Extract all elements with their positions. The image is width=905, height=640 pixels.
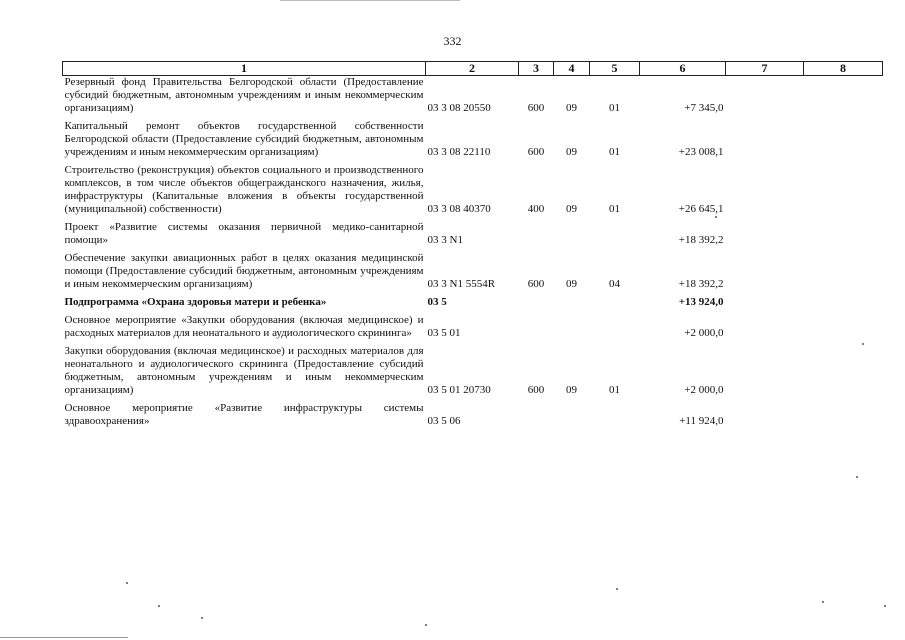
row-name: Подпрограмма «Охрана здоровья матери и ребенка» [64,296,327,308]
row-col-5: 01 [609,203,620,215]
row-name: Основное мероприятие «Развитие инфраструктуры системы здравоохранения» [64,402,424,427]
table-row [63,402,883,433]
scan-speck [715,216,717,218]
row-col-4: 09 [566,278,577,290]
row-col-5: 01 [609,384,620,396]
row-col-8 [804,120,883,164]
scan-edge-line [280,0,460,1]
scan-edge-line [0,637,128,638]
row-col-8 [804,76,883,121]
row-col-3 [519,296,554,314]
row-col-7 [726,76,804,121]
row-sum: +18 392,2 [678,278,724,290]
row-sum: +11 924,0 [679,415,724,427]
row-col-7 [726,402,804,433]
row-col-5: 04 [609,278,620,290]
row-col-4 [554,402,590,433]
row-col-3: 600 [527,102,545,114]
scan-speck [201,617,203,619]
scan-speck [425,624,427,626]
budget-table [62,61,883,433]
row-col-3 [519,314,554,345]
row-code: 03 3 N1 5554R [427,278,496,290]
row-code: 03 5 [427,296,447,308]
row-sum: +23 008,1 [678,146,724,158]
scan-speck [126,582,128,584]
row-sum: +13 924,0 [678,296,724,308]
row-col-7 [726,314,804,345]
row-code: 03 3 08 20550 [427,102,491,114]
row-code: 03 3 N1 [427,234,463,246]
scan-speck [822,601,824,603]
header-col-1: 1 [63,62,426,76]
row-col-7 [726,164,804,221]
row-col-3: 600 [527,384,545,396]
row-col-4: 09 [566,146,577,158]
row-col-4 [554,221,590,252]
header-col-4: 4 [554,62,590,76]
row-sum: +26 645,1 [678,203,724,215]
row-col-4 [554,314,590,345]
scan-speck [158,605,160,607]
header-col-6: 6 [640,62,726,76]
row-col-4 [554,296,590,314]
page-number: 332 [443,34,462,48]
header-row [63,62,883,76]
row-col-8 [804,221,883,252]
row-col-5 [590,221,640,252]
row-code: 03 5 01 20730 [427,384,491,396]
row-code: 03 3 08 40370 [427,203,491,215]
header-col-2: 2 [426,62,519,76]
row-col-5 [590,296,640,314]
row-col-5 [590,402,640,433]
row-col-5 [590,314,640,345]
table-row [63,164,883,221]
row-col-8 [804,314,883,345]
scan-speck [884,605,886,607]
row-code: 03 5 01 [427,327,461,339]
row-col-8 [804,252,883,296]
row-col-7 [726,345,804,402]
header-col-7: 7 [726,62,804,76]
table-row [63,76,883,121]
scan-speck [856,476,858,478]
table-row [63,252,883,296]
row-col-7 [726,120,804,164]
row-col-7 [726,252,804,296]
row-name: Закупки оборудования (включая медицинское) и расходных материалов для неонатального и аудиологического скрининга (Предоставление субсидий бюджетным, автономным учреждениям и иным некоммерческим организациям) [64,345,424,396]
row-col-4: 09 [566,203,577,215]
header-col-3: 3 [519,62,554,76]
row-sum: +18 392,2 [678,234,724,246]
row-col-4: 09 [566,102,577,114]
row-col-5: 01 [609,146,620,158]
row-col-3 [519,402,554,433]
row-col-8 [804,345,883,402]
row-sum: +2 000,0 [684,384,724,396]
row-col-8 [804,296,883,314]
row-name: Капитальный ремонт объектов государственной собственности Белгородской области (Предоставление субсидий бюджетным, автономным учреждениям и иным некоммерческим организациям) [64,120,424,158]
row-col-7 [726,296,804,314]
row-col-7 [726,221,804,252]
row-col-5: 01 [609,102,620,114]
row-name: Строительство (реконструкция) объектов социального и производственного комплексов, в том числе объектов общегражданского назначения, жилья, инфраструктуры (Капитальные вложения в объекты государственной (муниципальной) собственности) [64,164,424,215]
table-row [63,296,883,314]
table-row [63,221,883,252]
row-col-3: 400 [527,203,545,215]
row-col-3: 600 [527,278,545,290]
row-col-8 [804,164,883,221]
row-col-3: 600 [527,146,545,158]
header-col-8: 8 [804,62,883,76]
row-sum: +7 345,0 [684,102,724,114]
scan-speck [616,588,618,590]
row-sum: +2 000,0 [684,327,724,339]
row-name: Основное мероприятие «Закупки оборудования (включая медицинское) и расходных материалов для неонатального и аудиологического скрининга» [64,314,424,339]
scan-speck [862,343,864,345]
table-row [63,345,883,402]
row-code: 03 3 08 22110 [427,146,491,158]
header-col-5: 5 [590,62,640,76]
row-code: 03 5 06 [427,415,461,427]
table-row [63,120,883,164]
row-col-4: 09 [566,384,577,396]
table-row [63,314,883,345]
row-col-8 [804,402,883,433]
row-name: Резервный фонд Правительства Белгородской области (Предоставление субсидий бюджетным, автономным учреждениям и иным некоммерческим организациям) [64,76,424,114]
row-name: Обеспечение закупки авиационных работ в целях оказания медицинской помощи (Предоставление субсидий бюджетным, автономным учреждениям и иным некоммерческим организациям) [64,252,424,290]
row-col-3 [519,221,554,252]
row-name: Проект «Развитие системы оказания первичной медико-санитарной помощи» [64,221,424,246]
